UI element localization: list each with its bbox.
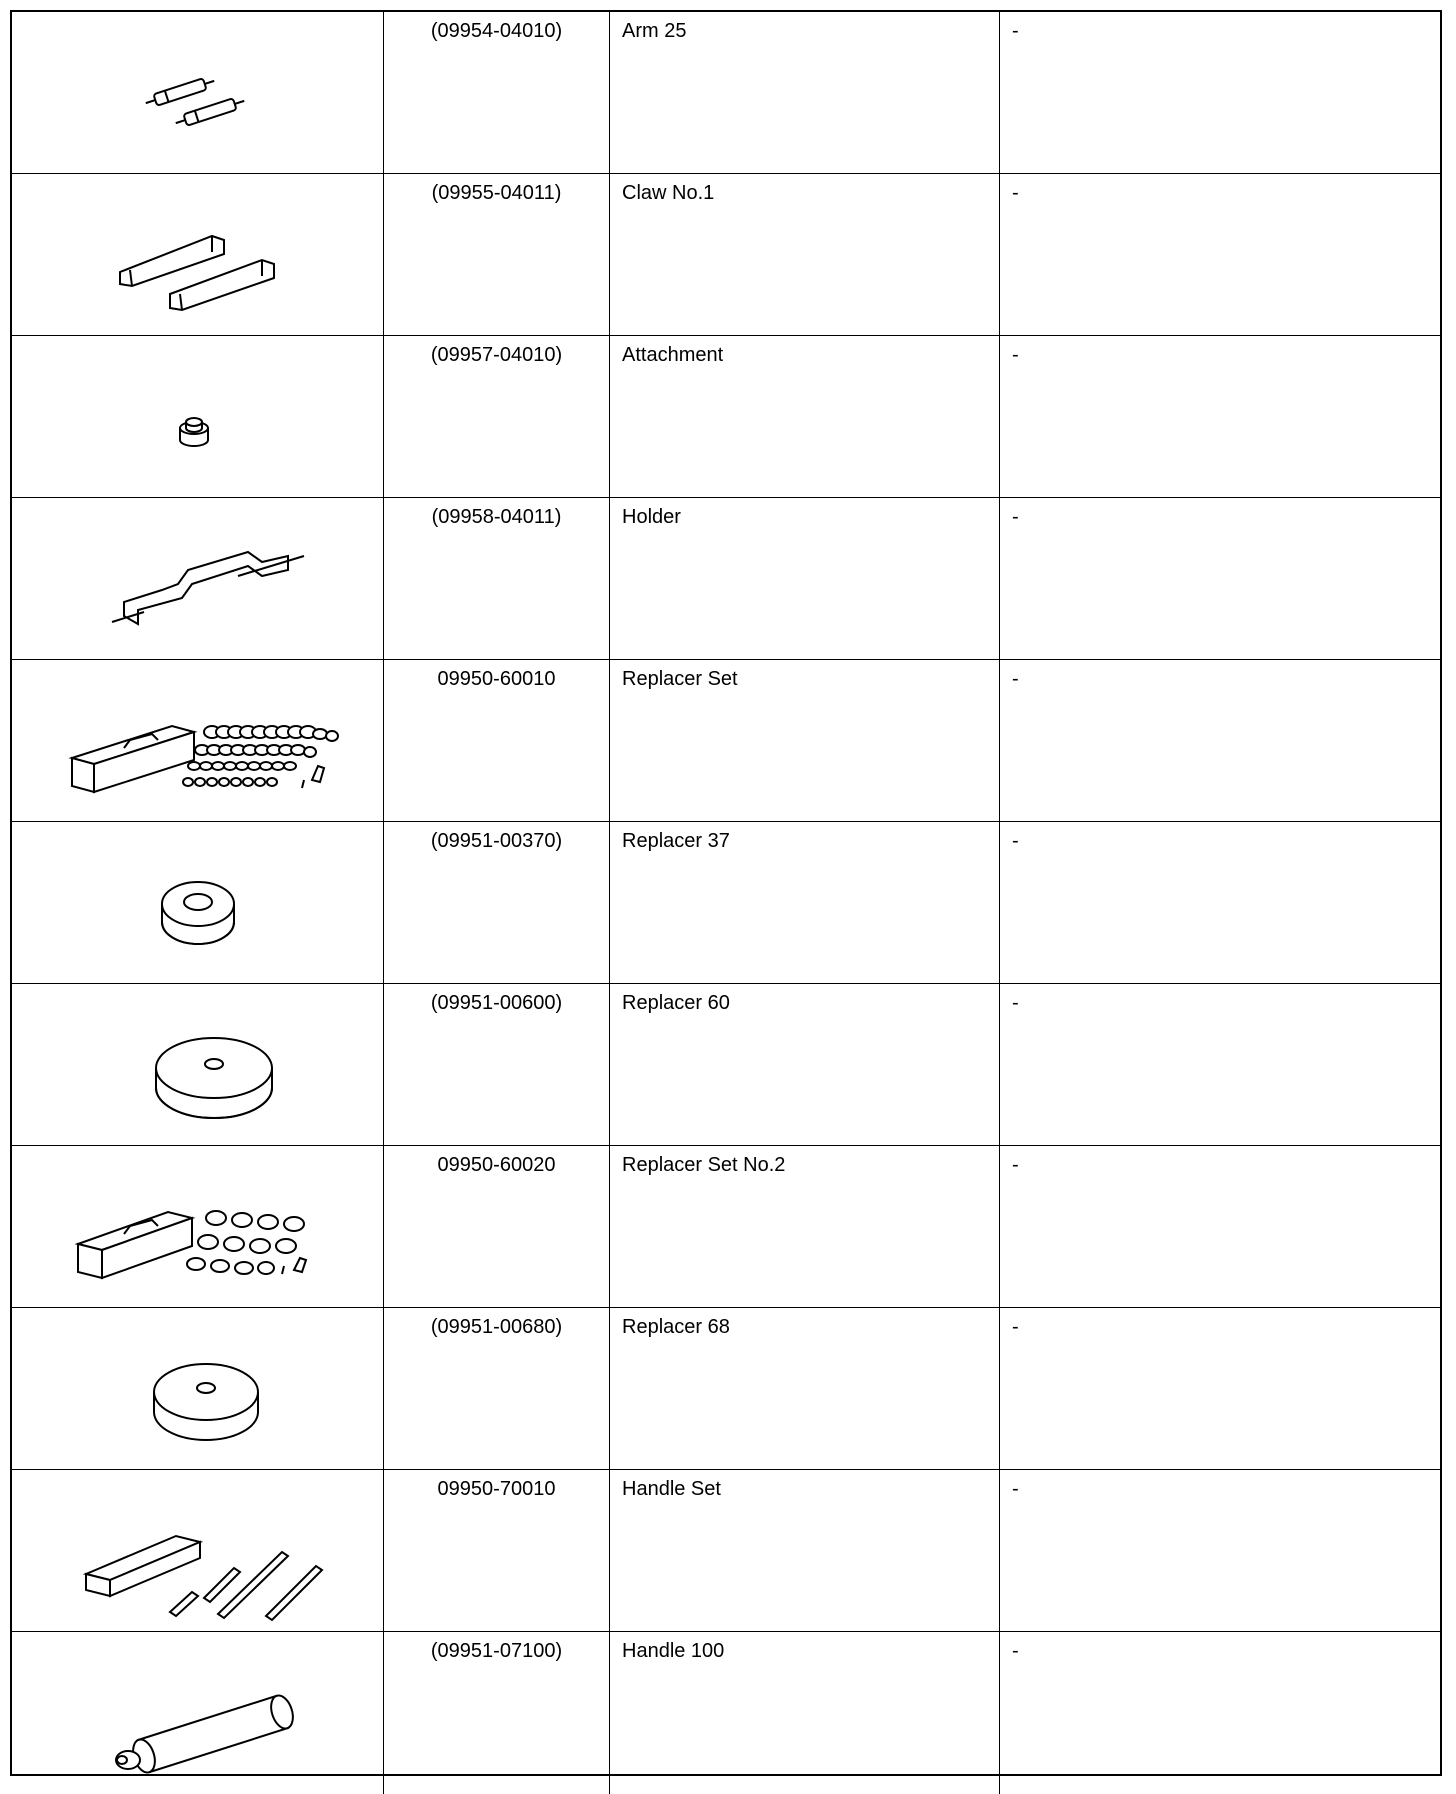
tool-name: Replacer 60 (610, 984, 1000, 1145)
table-row (12, 498, 1440, 660)
handle-100-illustration (12, 1632, 384, 1794)
illustration-cell (12, 174, 384, 335)
part-number: (09951-00680) (384, 1308, 610, 1469)
illustration-cell (12, 336, 384, 497)
illustration-cell (12, 660, 384, 821)
tool-note: - (1012, 344, 1019, 366)
replacer-set-illustration (12, 660, 384, 822)
illustration-cell (12, 1308, 384, 1469)
table-row (12, 1146, 1440, 1308)
table-row (12, 1632, 1440, 1794)
tool-name: Replacer Set No.2 (610, 1146, 1000, 1307)
tool-name: Handle 100 (610, 1632, 1000, 1794)
tool-note: - (1012, 1316, 1019, 1338)
tool-note: - (1012, 20, 1019, 42)
tool-note: - (1012, 506, 1019, 528)
table-row (12, 1470, 1440, 1632)
table-row (12, 984, 1440, 1146)
tool-note: - (1012, 830, 1019, 852)
illustration-cell (12, 1470, 384, 1631)
tool-name: Handle Set (610, 1470, 1000, 1631)
replacer-68-illustration (12, 1308, 384, 1470)
part-number: (09955-04011) (384, 174, 610, 335)
illustration-cell (12, 1146, 384, 1307)
table-row (12, 336, 1440, 498)
handle-set-illustration (12, 1470, 384, 1632)
part-number: 09950-60020 (384, 1146, 610, 1307)
arm-25-illustration (12, 12, 384, 174)
claw-no1-illustration (12, 174, 384, 336)
part-number: (09954-04010) (384, 12, 610, 173)
tool-note: - (1012, 992, 1019, 1014)
part-number: (09958-04011) (384, 498, 610, 659)
replacer-set-no2-illustration (12, 1146, 384, 1308)
table-row (12, 822, 1440, 984)
tool-name: Attachment (610, 336, 1000, 497)
tool-name: Holder (610, 498, 1000, 659)
table-row (12, 1308, 1440, 1470)
holder-illustration (12, 498, 384, 660)
table-row (12, 660, 1440, 822)
special-service-tools-table (10, 10, 1442, 1776)
table-row (12, 12, 1440, 174)
part-number: (09957-04010) (384, 336, 610, 497)
replacer-37-illustration (12, 822, 384, 984)
tool-note: - (1012, 182, 1019, 204)
tool-name: Claw No.1 (610, 174, 1000, 335)
part-number: (09951-00600) (384, 984, 610, 1145)
illustration-cell (12, 12, 384, 173)
tool-name: Replacer 37 (610, 822, 1000, 983)
tool-note: - (1012, 1478, 1019, 1500)
illustration-cell (12, 1632, 384, 1794)
tool-note: - (1012, 1640, 1019, 1662)
part-number: (09951-00370) (384, 822, 610, 983)
tool-note: - (1012, 1154, 1019, 1176)
illustration-cell (12, 498, 384, 659)
replacer-60-illustration (12, 984, 384, 1146)
illustration-cell (12, 822, 384, 983)
tool-name: Replacer Set (610, 660, 1000, 821)
tool-note: - (1012, 668, 1019, 690)
part-number: 09950-70010 (384, 1470, 610, 1631)
tool-name: Replacer 68 (610, 1308, 1000, 1469)
tool-name: Arm 25 (610, 12, 1000, 173)
attachment-illustration (12, 336, 384, 498)
illustration-cell (12, 984, 384, 1145)
part-number: (09951-07100) (384, 1632, 610, 1794)
part-number: 09950-60010 (384, 660, 610, 821)
table-row (12, 174, 1440, 336)
